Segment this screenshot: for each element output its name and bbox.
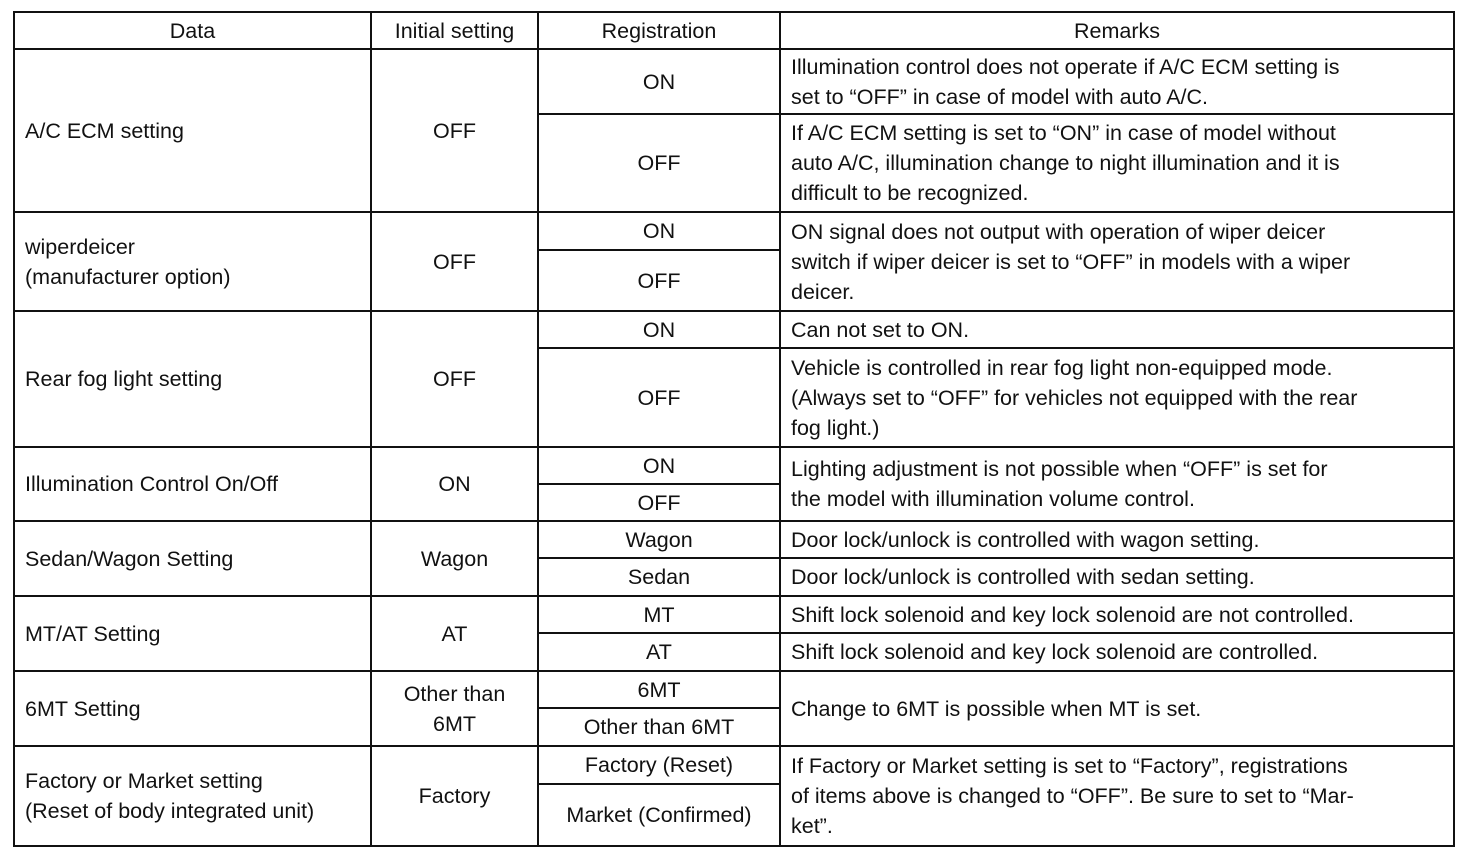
header-initial-setting: Initial setting — [371, 12, 538, 49]
remark-line: Lighting adjustment is not possible when “OFF” is set for — [791, 457, 1328, 481]
remark-cell — [780, 212, 1454, 311]
registration-cell — [538, 671, 780, 708]
header-registration: Registration — [538, 12, 780, 49]
registration-text: Sedan — [627, 565, 691, 589]
data-text: (manufacturer option) — [25, 264, 231, 289]
remark-cell — [780, 114, 1454, 212]
table-row — [14, 212, 1454, 250]
data-text: (Reset of body integrated unit) — [25, 799, 315, 823]
remark-cell — [780, 348, 1454, 447]
initial-setting-cell — [371, 521, 538, 596]
initial-setting-cell — [371, 596, 538, 671]
registration-text: ON — [642, 317, 676, 342]
initial-text: AT — [441, 621, 468, 646]
initial-text: Factory — [418, 784, 491, 808]
remark-line: If Factory or Market setting is set to “Factory”, registrations — [791, 754, 1348, 778]
registration-cell — [538, 784, 780, 846]
data-cell — [14, 596, 371, 671]
initial-setting-cell — [371, 311, 538, 447]
remark-line: Vehicle is controlled in rear fog light non-equipped mode. — [791, 355, 1333, 380]
registration-cell — [538, 49, 780, 114]
data-text: wiperdeicer — [25, 234, 135, 259]
remark-line: difficult to be recognized. — [791, 181, 1029, 205]
data-text: Factory or Market setting — [25, 769, 263, 793]
remark-cell — [780, 671, 1454, 746]
remark-line: the model with illumination volume control. — [791, 487, 1195, 511]
initial-setting-cell — [371, 671, 538, 746]
remark-line: If A/C ECM setting is set to “ON” in case of model without — [791, 121, 1336, 145]
registration-cell — [538, 596, 780, 633]
registration-text: ON — [642, 69, 676, 94]
registration-text: Wagon — [625, 527, 693, 552]
table-row — [14, 671, 1454, 708]
table-row — [14, 746, 1454, 784]
data-text: MT/AT Setting — [25, 621, 161, 646]
registration-cell — [538, 114, 780, 212]
registration-text: MT — [643, 602, 675, 627]
initial-setting-cell — [371, 212, 538, 311]
header-row — [14, 12, 1454, 49]
table-row — [14, 521, 1454, 558]
settings-body — [14, 49, 1454, 846]
data-cell — [14, 212, 371, 311]
data-text: Illumination Control On/Off — [25, 472, 278, 496]
data-cell — [14, 521, 371, 596]
remark-line: ket”. — [791, 814, 833, 838]
data-cell — [14, 671, 371, 746]
remark-cell — [780, 49, 1454, 114]
initial-text: OFF — [433, 367, 476, 391]
table-row — [14, 49, 1454, 114]
initial-setting-cell — [371, 447, 538, 521]
data-cell — [14, 311, 371, 447]
registration-text: AT — [646, 640, 672, 664]
registration-text: Factory (Reset) — [584, 753, 734, 777]
registration-cell — [538, 250, 780, 311]
remark-cell — [780, 746, 1454, 846]
registration-text: Market (Confirmed) — [566, 803, 752, 827]
remark-line: of items above is changed to “OFF”. Be sure to set to “Mar- — [791, 784, 1354, 808]
remark-cell — [780, 521, 1454, 558]
registration-text: OFF — [637, 490, 681, 515]
registration-cell — [538, 348, 780, 447]
registration-cell — [538, 484, 780, 521]
data-text: 6MT Setting — [25, 696, 141, 721]
remark-line: auto A/C, illumination change to night illumination and it is — [791, 151, 1340, 175]
initial-text: ON — [438, 472, 471, 496]
initial-setting-cell — [371, 49, 538, 212]
remark-line: ON signal does not output with operation of wiper deicer — [791, 219, 1326, 244]
remark-line: set to “OFF” in case of model with auto A/C. — [791, 84, 1209, 109]
remark-line: fog light.) — [791, 415, 880, 440]
remark-line: Shift lock solenoid and key lock solenoid are controlled. — [791, 640, 1319, 664]
settings-table — [13, 11, 1455, 847]
remark-cell — [780, 311, 1454, 348]
remark-line: Door lock/unlock is controlled with wagon setting. — [791, 527, 1260, 552]
initial-text: 6MT — [433, 711, 476, 736]
header-remarks: Remarks — [780, 12, 1454, 49]
registration-text: ON — [642, 219, 676, 243]
registration-text: OFF — [637, 151, 681, 175]
table-row — [14, 596, 1454, 633]
initial-text: OFF — [433, 118, 476, 143]
registration-cell — [538, 447, 780, 484]
registration-text: OFF — [637, 385, 681, 410]
data-text: A/C ECM setting — [25, 118, 184, 143]
remark-line: Can not set to ON. — [791, 317, 970, 342]
registration-cell — [538, 212, 780, 250]
remark-line: switch if wiper deicer is set to “OFF” in models with a wiper — [791, 249, 1351, 274]
registration-cell — [538, 746, 780, 784]
data-text: Rear fog light setting — [25, 367, 223, 391]
remark-line: Change to 6MT is possible when MT is set. — [791, 696, 1202, 721]
registration-cell — [538, 521, 780, 558]
initial-setting-cell — [371, 746, 538, 846]
registration-text: 6MT — [637, 677, 681, 702]
registration-text: ON — [642, 453, 676, 478]
remark-line: deicer. — [791, 279, 855, 304]
registration-cell — [538, 558, 780, 596]
registration-cell — [538, 633, 780, 671]
table-row — [14, 447, 1454, 484]
registration-cell — [538, 708, 780, 746]
data-text: Sedan/Wagon Setting — [25, 546, 234, 571]
initial-text: OFF — [433, 249, 476, 274]
remark-line: Illumination control does not operate if A/C ECM setting is — [791, 54, 1340, 79]
initial-text: Other than — [403, 681, 506, 706]
registration-text: OFF — [637, 268, 681, 293]
remark-cell — [780, 447, 1454, 521]
remark-cell — [780, 633, 1454, 671]
data-cell — [14, 49, 371, 212]
remark-cell — [780, 558, 1454, 596]
initial-text: Wagon — [420, 546, 489, 571]
remark-line: Shift lock solenoid and key lock solenoid are not controlled. — [791, 602, 1354, 627]
header-data: Data — [14, 12, 371, 49]
registration-text: Other than 6MT — [583, 715, 735, 739]
table-row — [14, 311, 1454, 348]
remark-line: Door lock/unlock is controlled with sedan setting. — [791, 565, 1255, 589]
remark-cell — [780, 596, 1454, 633]
data-cell — [14, 447, 371, 521]
registration-cell — [538, 311, 780, 348]
data-cell — [14, 746, 371, 846]
remark-line: (Always set to “OFF” for vehicles not equipped with the rear — [791, 385, 1358, 410]
